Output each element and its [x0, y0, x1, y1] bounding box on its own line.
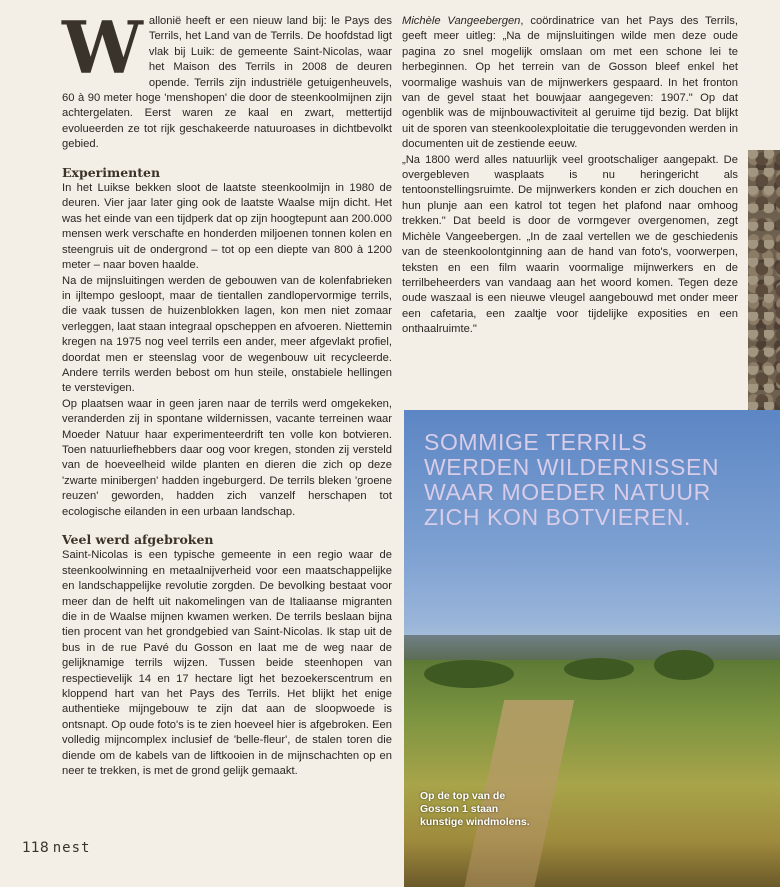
tree — [654, 650, 714, 680]
page-footer — [22, 840, 90, 856]
intro-paragraph — [62, 5, 392, 153]
paragraph-4: Saint-Nicolas is een typische gemeente in een regio waar de steenkoolwinning en metaalnijverheid voor een maatschappelijke en landschappelijke revolutie zorgden. De bevolking bestaat voor meer dan de helft uit nakomelingen van de Italiaanse migranten die in de Waalse mijnen kwamen werken. De terrils beslaan bijna tien procent van het grondgebied van Saint-Nicolas. Ik stap uit de bus in de rue Pavé du Gosson en laat me de weg naar de gelijknamige terrils wijzen. Tussen beide steenhopen van respectievelijk 14 en 17 hectare ligt het bezoekerscentrum en kloppend hart van het Pays des Terrils. Het blijkt het enige authentieke mijngebouw te zijn dat aan de sloopwoede is ontsnapt. Op oude foto's is te zien hoeveel hier is afgebroken. Een volledig mijncomplex inclusief de 'belle-fleur', de stalen toren die diende om de kabels van de liftkooien in de mijnschachten op en neer te trekken, is met de grond gelijk gemaakt. — [62, 549, 392, 778]
pull-quote-line: ZICH KON BOTVIEREN. — [424, 504, 691, 530]
terril-slope — [404, 660, 780, 887]
right-paragraph-1-text: , coördinatrice van het Pays des Terrils, geeft meer uitleg: „Na de mijnsluitingen wilde men deze oude pagina zo snel mogelijk omslaan om met een schone lei te herbeginnen. Op het terrein van de Gosson bleef enkel het voormalige washuis van de mijnwerkers gespaard. In het fronton van de gevel staat het bouwjaar aangegeven: 1907." Op dat ogenblik was de mijnbouwactiviteit al geruime tijd bezig. Dat blijkt uit de sporen van steenkoolexploitatie die teruggevonden werden in documenten uit de zestiende eeuw. — [402, 15, 738, 151]
tree — [564, 658, 634, 680]
pull-quote-line: WERDEN WILDERNISSEN — [424, 454, 720, 480]
paragraph-2: Na de mijnsluitingen werden de gebouwen van de kolenfabrieken in ijltempo gesloopt, maar de tientallen zandlopervormige terrils, die vaak tussen de huizenblokken lagen, kon men niet zomaar verleggen, laat staan integraal opscheppen en afvoeren. Niettemin kregen na 1975 nog veel terrils een ander, meer afgevlakt profiel, doordat men er steenslag voor de wegenbouw uit recycleerde. Andere terrils werden bebost om hun steile, onstabiele hellingen te verstevigen. — [62, 274, 392, 395]
drop-cap: W — [62, 5, 143, 90]
gravel-photo-strip — [748, 150, 780, 418]
paragraph-3: Op plaatsen waar in geen jaren naar de terrils werd omgekeken, veranderden zij in spontane wildernissen, vacante terreinen waar Moeder Natuur haar experimenteerdrift ten volle kon botvieren. Toen natuurliefhebbers daar oog voor kregen, stonden zij versteld van de hoeveelheid wilde planten en dieren die zich op deze 'zwarte minibergen' hadden ingeburgerd. De terrils bleken 'groene reuzen' geworden, hadden zich vanzelf herschapen tot ecologische eilanden in een urbaan landschap. — [62, 397, 392, 518]
landscape-photo — [404, 410, 780, 887]
pull-quote-line: WAAR MOEDER NATUUR — [424, 479, 711, 505]
left-column — [62, 5, 392, 780]
pull-quote-line: SOMMIGE TERRILS — [424, 429, 648, 455]
paragraph-1: In het Luikse bekken sloot de laatste steenkoolmijn in 1980 de deuren. Vier jaar later ging ook de laatste Waalse mijn dicht. Het was het einde van een tijdperk dat op zijn hoogtepunt aan 200.000 mensen werk verschafte en honderden miljoenen tonnen kolen en steengruis uit de ondergrond – tot op een diepte van 800 à 1200 meter – naar boven haalde. — [62, 182, 392, 272]
photo-caption: Op de top van de Gosson 1 staan kunstige windmolens. — [420, 790, 530, 828]
right-column — [402, 14, 738, 338]
magazine-brand: nest — [52, 840, 91, 856]
right-paragraph-2: „Na 1800 werd alles natuurlijk veel grootschaliger aangepakt. De overgebleven wasplaats is nu heringericht als tentoonstellingsruimte. De mijnwerkers konden er zich douchen en hun plunje aan een katrol tot tegen het plafond naar omhoog trekken." Dat beeld is door de vormgever overgenomen, zegt Michèle Vangeebergen. „In de zaal vertellen we de geschiedenis van de steenkoolontginning aan de hand van foto's, voorwerpen, teksten en een film waarin voormalige mijnwerkers en de terrilbeheerders van vandaag aan het woord komen. Tegen deze oude waszaal is een nieuwe vleugel aangebouwd met onder meer een cafetaria, een zaaltje voor tijdelijke exposities en een onthaalruimte." — [402, 153, 738, 336]
pull-quote — [424, 430, 774, 530]
heading-veel-werd-afgebroken: Veel werd afgebroken — [62, 532, 214, 547]
right-paragraph-1 — [402, 14, 738, 153]
speaker-name: Michèle Vangeebergen — [402, 15, 521, 27]
heading-experimenten: Experimenten — [62, 164, 161, 180]
page-number: 118 — [22, 840, 49, 856]
intro-text: allonië heeft er een nieuw land bij: le Pays des Terrils, het Land van de Terrils. De hoofdstad ligt vlak bij Luik: de gemeente Saint-Nicolas, waar het Maison des Terrils in 2008 de deuren opende. Terrils zijn industriële getuigenheuvels, 60 à 90 meter hoge 'menshopen' die door de steenkoolmijnen zijn achtergelaten. Eerst waren ze kaal en zwart, mettertijd evolueerden ze tot rijk geschakeerde natuuroases in dichtbevolkt gebied. — [62, 15, 392, 151]
tree — [424, 660, 514, 688]
